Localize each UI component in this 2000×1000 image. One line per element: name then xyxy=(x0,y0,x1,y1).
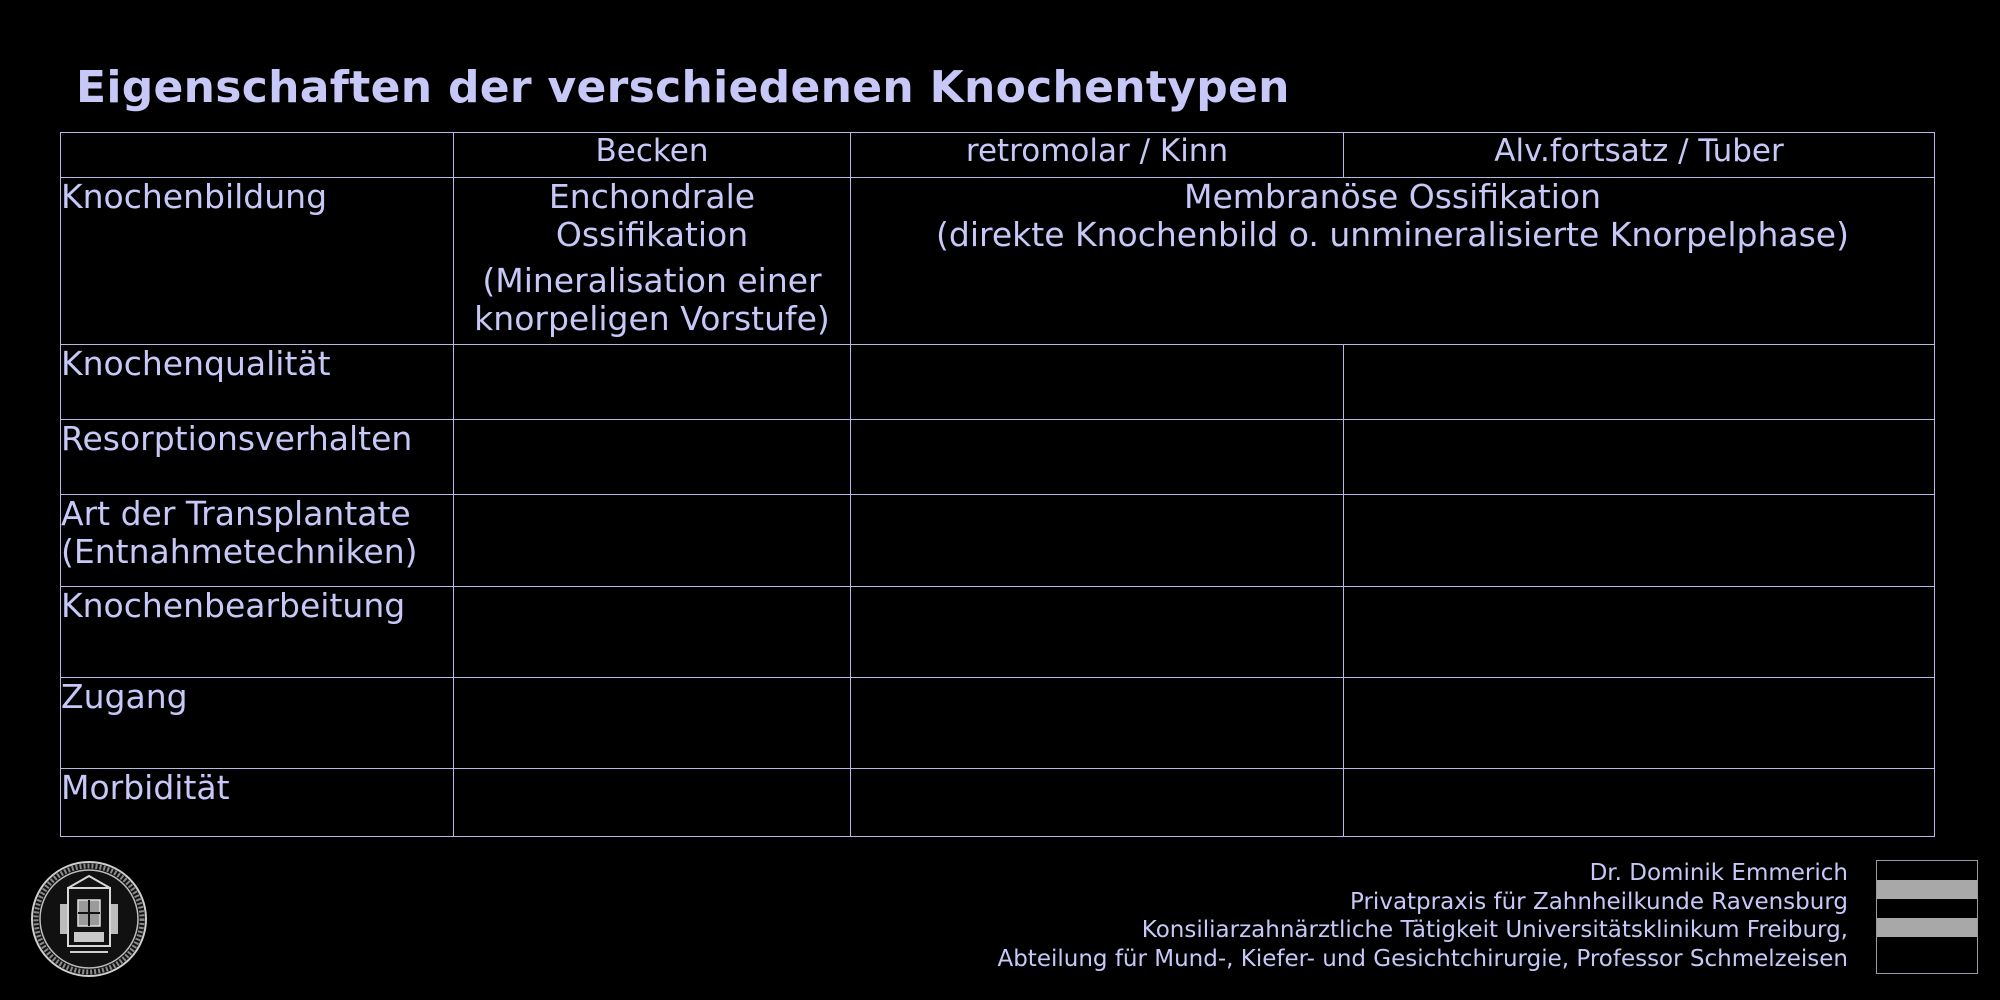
table-row xyxy=(61,178,1935,345)
table-row xyxy=(61,495,1935,587)
empty-cell xyxy=(454,495,851,587)
row-label-line: Morbidität xyxy=(61,768,230,807)
table-header-row xyxy=(61,133,1935,178)
striped-logo-icon xyxy=(1876,860,1978,974)
cell-line: Ossifikation xyxy=(555,215,749,254)
cell-line: Membranöse Ossifikation xyxy=(1183,177,1602,216)
empty-cell xyxy=(1344,495,1935,587)
slide-title: Eigenschaften der verschiedenen Knochentypen xyxy=(76,62,1290,113)
empty-cell xyxy=(1344,678,1935,769)
table-row xyxy=(61,345,1935,420)
header-retromolar-kinn: retromolar / Kinn xyxy=(851,133,1344,178)
row-label-line: Knochenbildung xyxy=(61,177,328,216)
empty-cell xyxy=(1344,587,1935,678)
cell-line: knorpeligen Vorstufe) xyxy=(474,299,830,338)
footer-line-practice: Privatpraxis für Zahnheilkunde Ravensburg xyxy=(1350,888,1848,915)
empty-cell xyxy=(1344,420,1935,495)
row-label-line: Knochenqualität xyxy=(61,344,331,383)
footer-line-department: Abteilung für Mund-, Kiefer- und Gesichtchirurgie, Professor Schmelzeisen xyxy=(997,945,1848,972)
table-row xyxy=(61,587,1935,678)
cell-line: (direkte Knochenbild o. unmineralisierte Knorpelphase) xyxy=(936,215,1849,254)
empty-cell xyxy=(851,345,1344,420)
table-row xyxy=(61,420,1935,495)
header-becken: Becken xyxy=(454,133,851,178)
footer-credits xyxy=(997,859,1848,973)
logo-stripe xyxy=(1877,918,1977,937)
logo-stripe xyxy=(1877,880,1977,899)
cell-becken-knochenbildung xyxy=(454,178,851,345)
university-seal-icon xyxy=(30,860,148,978)
table-row xyxy=(61,769,1935,837)
cell-membranous-ossification xyxy=(851,178,1935,345)
row-label-line: (Entnahmetechniken) xyxy=(61,532,418,571)
row-label-line: Art der Transplantate xyxy=(61,494,411,533)
empty-cell xyxy=(454,678,851,769)
empty-cell xyxy=(1344,345,1935,420)
footer-line-name: Dr. Dominik Emmerich xyxy=(1589,860,1848,886)
empty-cell xyxy=(851,587,1344,678)
row-label-transplantate xyxy=(61,495,454,587)
cell-line: Enchondrale xyxy=(548,177,756,216)
empty-cell xyxy=(454,420,851,495)
header-corner xyxy=(61,133,454,178)
table-row xyxy=(61,678,1935,769)
row-label-resorptionsverhalten xyxy=(61,420,454,495)
bone-types-table xyxy=(60,132,1935,837)
row-label-line: Resorptionsverhalten xyxy=(61,419,413,458)
empty-cell xyxy=(1344,769,1935,837)
row-label-knochenbildung xyxy=(61,178,454,345)
empty-cell xyxy=(851,678,1344,769)
row-label-morbiditaet xyxy=(61,769,454,837)
row-label-line: Knochenbearbeitung xyxy=(61,586,406,625)
row-label-knochenbearbeitung xyxy=(61,587,454,678)
empty-cell xyxy=(454,587,851,678)
row-label-knochenqualitaet xyxy=(61,345,454,420)
cell-note xyxy=(454,262,850,338)
empty-cell xyxy=(851,769,1344,837)
empty-cell xyxy=(851,420,1344,495)
row-label-zugang xyxy=(61,678,454,769)
empty-cell xyxy=(454,769,851,837)
cell-line: (Mineralisation einer xyxy=(482,261,822,300)
empty-cell xyxy=(454,345,851,420)
empty-cell xyxy=(851,495,1344,587)
header-alvfortsatz-tuber: Alv.fortsatz / Tuber xyxy=(1344,133,1935,178)
footer-line-clinic: Konsiliarzahnärztliche Tätigkeit Universitätsklinikum Freiburg, xyxy=(1141,917,1848,943)
row-label-line: Zugang xyxy=(61,677,188,716)
